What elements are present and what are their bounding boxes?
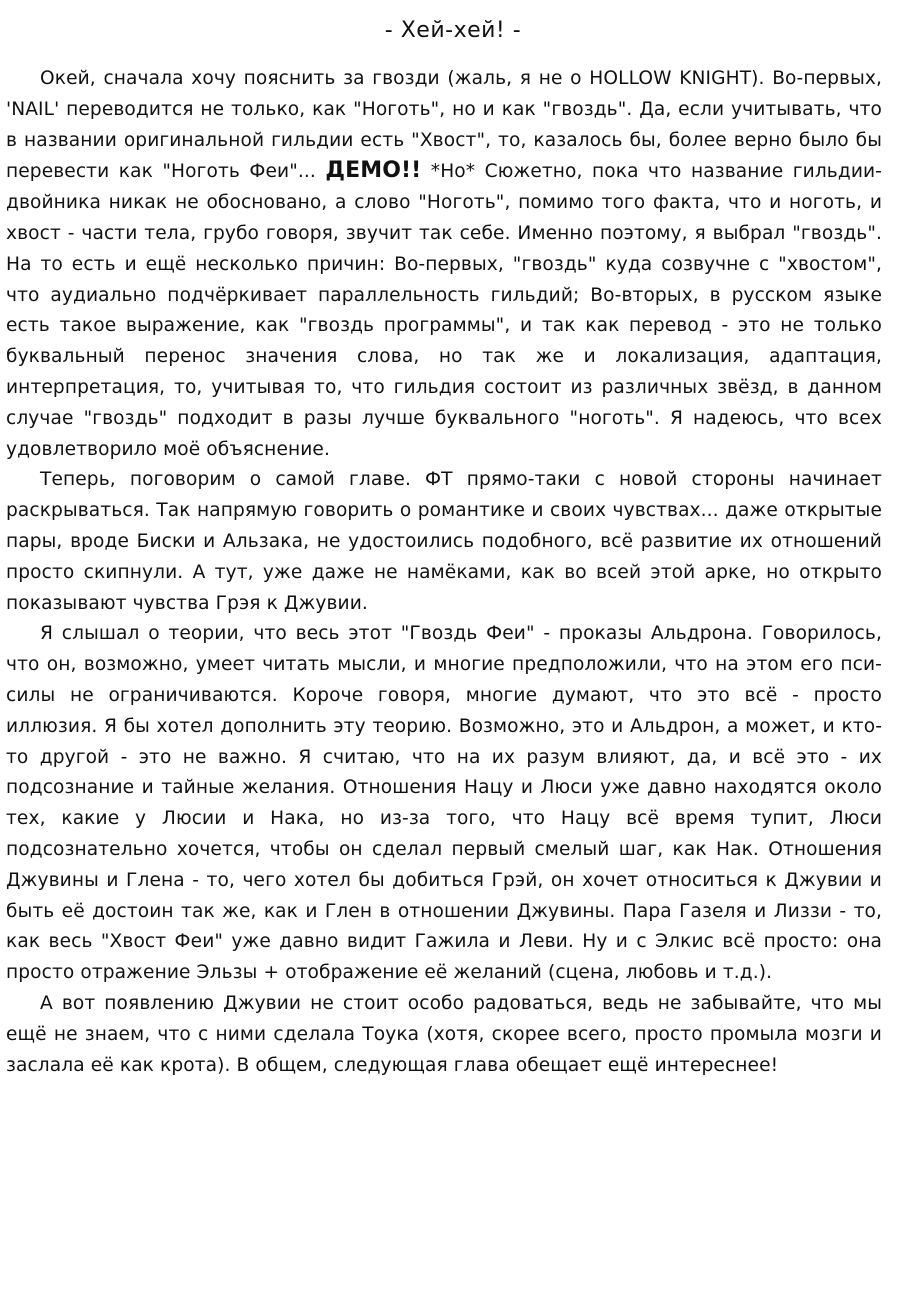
paragraph-1 xyxy=(6,64,882,465)
paragraph-4: А вот появлению Джувии не стоит особо радоваться, ведь не забывайте, что мы ещё не знаем, что с ними сделала Тоука (хотя, скорее всего, просто промыла мозги и заслала её как крота). В общем, следующая глава обещает ещё интереснее! xyxy=(6,992,882,1076)
paragraph-3: Я слышал о теории, что весь этот "Гвоздь Феи" - проказы Альдрона. Говорилось, что он, возможно, умеет читать мысли, и многие предположили, что на этом его пси-силы не ограничиваются. Короче говоря, многие думают, что это всё - просто иллюзия. Я бы хотел дополнить эту теорию. Возможно, это и Альдрон, а может, и кто-то другой - это не важно. Я считаю, что на их разум влияют, да, и всё это - их подсознание и тайные желания. Отношения Нацу и Люси уже давно находятся около тех, какие у Люсии и Нака, но из-за того, что Нацу всё время тупит, Люси подсознательно хочется, чтобы он сделал первый смелый шаг, как Нак. Отношения Джувины и Глена - то, чего хотел бы добиться Грэй, он хочет относиться к Джувии и быть её достоин так же, как и Глен в отношении Джувины. Пара Газеля и Лиззи - то, как весь "Хвост Феи" уже давно видит Гажила и Леви. Ну и с Элкис всё просто: она просто отражение Эльзы + отображение её желаний (сцена, любовь и т.д.). xyxy=(6,623,882,984)
article-body xyxy=(6,64,882,1081)
paragraph-1-before: Окей, сначала хочу пояснить за гвозди (жаль, я не о HOLLOW KNIGHT). Во-первых, 'NAIL' переводится не только, как "Ноготь", но и как "гвоздь". Да, если учитывать, что в названии оригинальной гильдии есть "Хвост", то, казалось бы, более верно было бы перевести как "Ноготь Феи"... xyxy=(6,68,882,183)
page-title: - Хей-хей! - xyxy=(384,18,522,43)
paragraph-1-after: *Но* Сюжетно, пока что название гильдии-двойника никак не обосновано, а слово "Ноготь", помимо того факта, что и ноготь, и хвост - части тела, грубо говоря, звучит так себе. Именно поэтому, я выбрал "гвоздь". На то есть и ещё несколько причин: Во-первых, "гвоздь" куда созвучне с "хвостом", что аудиально подчёркивает параллельность гильдий; Во-вторых, в русском языке есть такое выражение, как "гвоздь программы", и так как перевод - это не только буквальный перенос значения слова, но так же и локализация, адаптация, интерпретация, то, учитывая то, что гильдия состоит из различных звёзд, в данном случае "гвоздь" подходит в разы лучше буквального "ноготь". Я надеюсь, что всех удовлетворило моё объяснение. xyxy=(6,161,882,460)
paragraph-2: Теперь, поговорим о самой главе. ФТ прямо-таки с новой стороны начинает раскрываться. Так напрямую говорить о романтике и своих чувствах... даже открытые пары, вроде Биски и Альзака, не удостоились подобного, всё развитие их отношений просто скипнули. А тут, уже даже не намёками, как во всей этой арке, но открыто показывают чувства Грэя к Джувии. xyxy=(6,469,882,614)
shout-text: ДЕМО!! xyxy=(325,158,422,184)
